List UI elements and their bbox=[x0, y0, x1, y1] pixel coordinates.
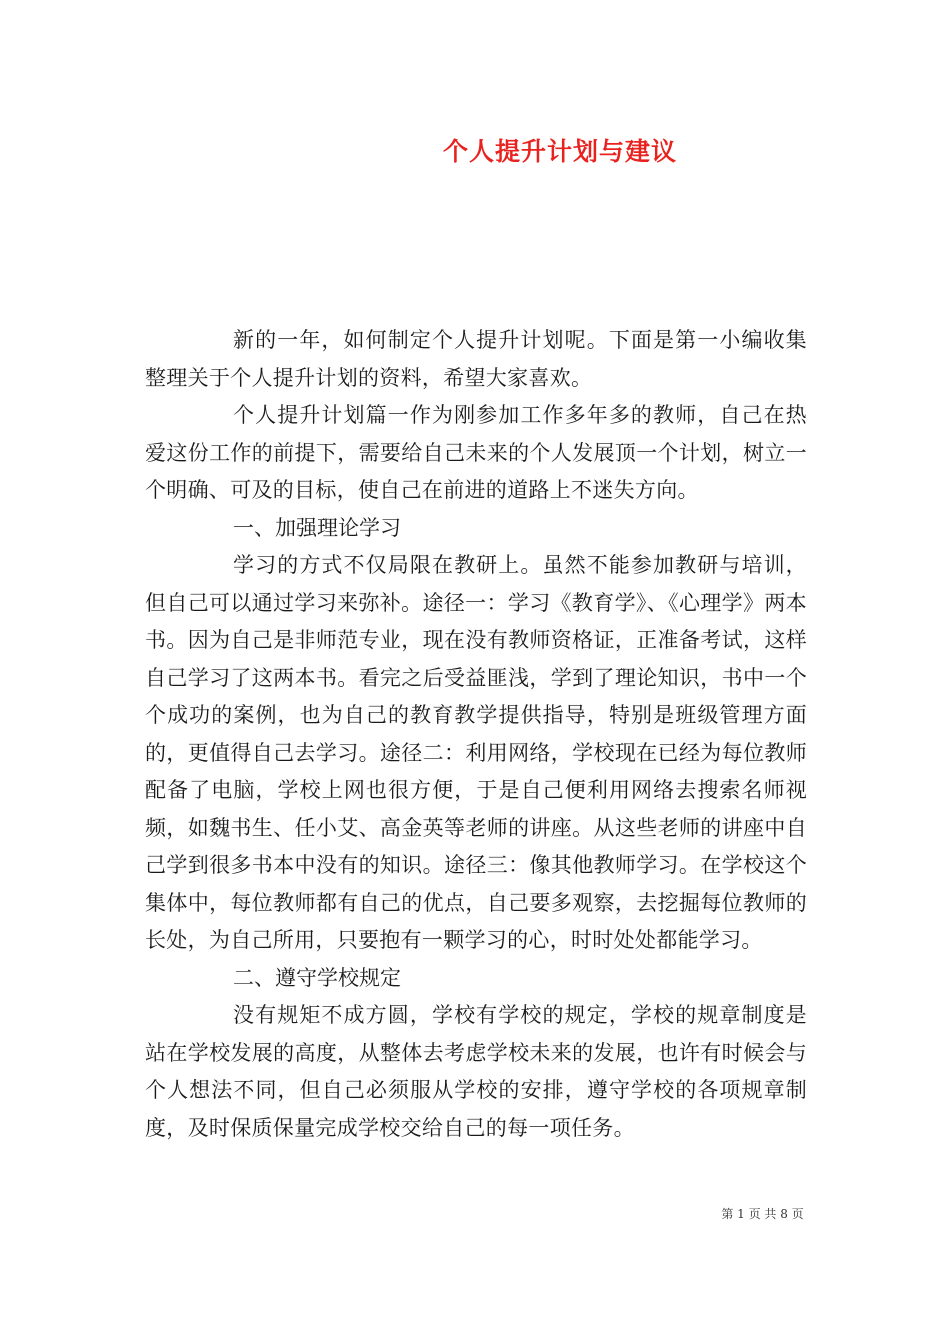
paragraph-plan-one: 个人提升计划篇一作为刚参加工作多年多的教师，自己在热爱这份工作的前提下，需要给自己未来的个人发展顶一个计划，树立一个明确、可及的目标，使自己在前进的道路上不迷失方向。 bbox=[145, 403, 807, 502]
section-heading-theory: 一、加强理论学习 bbox=[233, 515, 401, 540]
document-body bbox=[145, 322, 807, 1147]
page-footer: 第 1 页 共 8 页 bbox=[721, 1207, 804, 1221]
document-title: 个人提升计划与建议 bbox=[442, 137, 677, 166]
paragraph-rules: 没有规矩不成方圆，学校有学校的规定，学校的规章制度是站在学校发展的高度，从整体去考虑学校未来的发展，也许有时候会与个人想法不同，但自己必须服从学校的安排，遵守学校的各项规章制度，及时保质保量完成学校交给自己的每一项任务。 bbox=[145, 1003, 807, 1140]
paragraph-theory: 学习的方式不仅局限在教研上。虽然不能参加教研与培训，但自己可以通过学习来弥补。途径一：学习《教育学》、《心理学》两本书。因为自己是非师范专业，现在没有教师资格证，正准备考试，这样自己学习了这两本书。看完之后受益匪浅，学到了理论知识，书中一个个成功的案例，也为自己的教育教学提供指导，特别是班级管理方面的，更值得自己去学习。途径二：利用网络，学校现在已经为每位教师配备了电脑，学校上网也很方便，于是自己便利用网络去搜索名师视频，如魏书生、任小艾、高金英等老师的讲座。从这些老师的讲座中自己学到很多书本中没有的知识。途径三：像其他教师学习。在学校这个集体中，每位教师都有自己的优点，自己要多观察，去挖掘每位教师的长处，为自己所用，只要抱有一颗学习的心，时时处处都能学习。 bbox=[145, 553, 807, 952]
paragraph-intro: 新的一年，如何制定个人提升计划呢。下面是第一小编收集整理关于个人提升计划的资料，希望大家喜欢。 bbox=[145, 328, 807, 390]
section-heading-rules: 二、遵守学校规定 bbox=[233, 965, 401, 990]
